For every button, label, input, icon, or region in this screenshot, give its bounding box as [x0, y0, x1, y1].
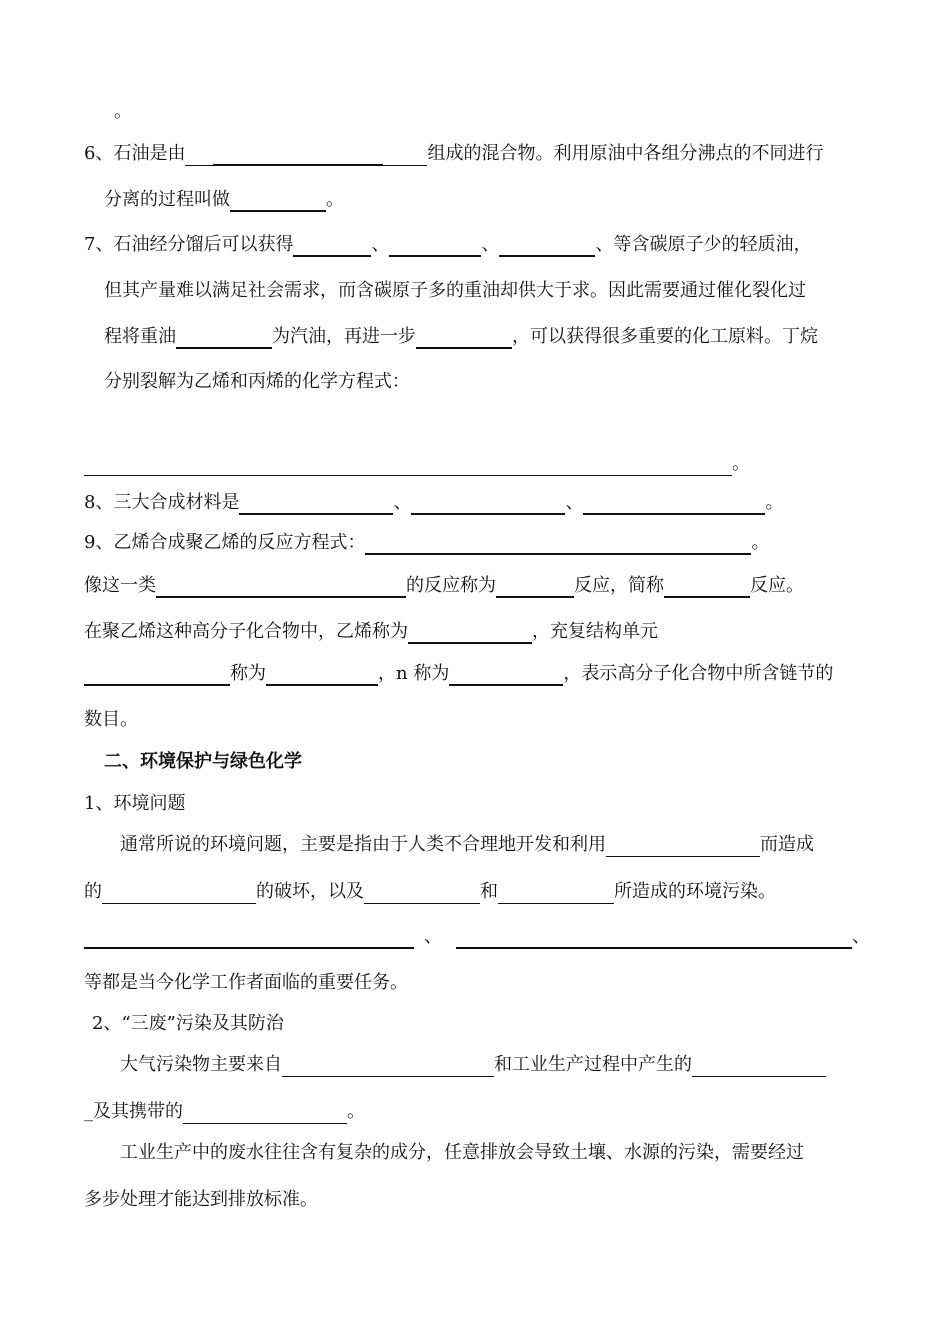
subsection-2-title: 2、“三废”污染及其防治 — [92, 1013, 284, 1034]
subsection-1-line3: 、 、 — [84, 925, 870, 949]
subsection-2-line3: 工业生产中的废水往往含有复杂的成分，任意排放会导致土壤、水源的污染，需要经过 — [120, 1142, 804, 1163]
subsection-1-title: 1、环境问题 — [84, 793, 186, 814]
subsection-1-line4: 等都是当今化学工作者面临的重要任务。 — [84, 972, 408, 993]
question-7-answer-line: 。 — [84, 452, 750, 476]
question-9-line3: 在聚乙烯这种高分子化合物中，乙烯称为 ，充复结构单元 — [84, 621, 658, 642]
question-6-cont: 分离的过程叫做 。 — [104, 189, 344, 210]
question-6: 6、石油是由 组成的混合物。利用原油中各组分沸点的不同进行 — [84, 143, 824, 164]
question-9-line2: 像这一类 的反应称为 反应，简称 反应。 — [84, 575, 804, 596]
question-7: 7、石油经分馏后可以获得 、 、 、等含碳原子少的轻质油， — [84, 234, 812, 255]
subsection-2-line1: 大气污染物主要来自 和工业生产过程中产生的 — [120, 1053, 826, 1077]
question-9: 9、乙烯合成聚乙烯的反应方程式： 。 — [84, 532, 770, 553]
question-9-line5: 数目。 — [84, 709, 138, 730]
question-8: 8、三大合成材料是 、 、 。 — [84, 492, 784, 513]
question-9-line4: 称为 ，n 称为 ，表示高分子化合物中所含链节的 — [84, 662, 833, 686]
section-heading: 二、环境保护与绿色化学 — [104, 751, 302, 772]
question-7-line3: 程将重油 为汽油，再进一步 ，可以获得很多重要的化工原料。丁烷 — [104, 326, 818, 347]
question-7-line2: 但其产量难以满足社会需求，而含碳原子多的重油却供大于求。因此需要通过催化裂化过 — [104, 280, 806, 301]
subsection-1-line2: 的 的破坏，以及 和 所造成的环境污染。 — [84, 881, 776, 902]
line-fragment: 。 — [114, 101, 132, 122]
subsection-2-line4: 多步处理才能达到排放标准。 — [84, 1189, 318, 1210]
question-7-line4: 分别裂解为乙烯和丙烯的化学方程式： — [104, 371, 410, 392]
subsection-1-line1: 通常所说的环境问题，主要是指由于人类不合理地开发和利用 而造成 — [120, 834, 814, 855]
subsection-2-line2: _及其携带的 。 — [84, 1101, 365, 1122]
